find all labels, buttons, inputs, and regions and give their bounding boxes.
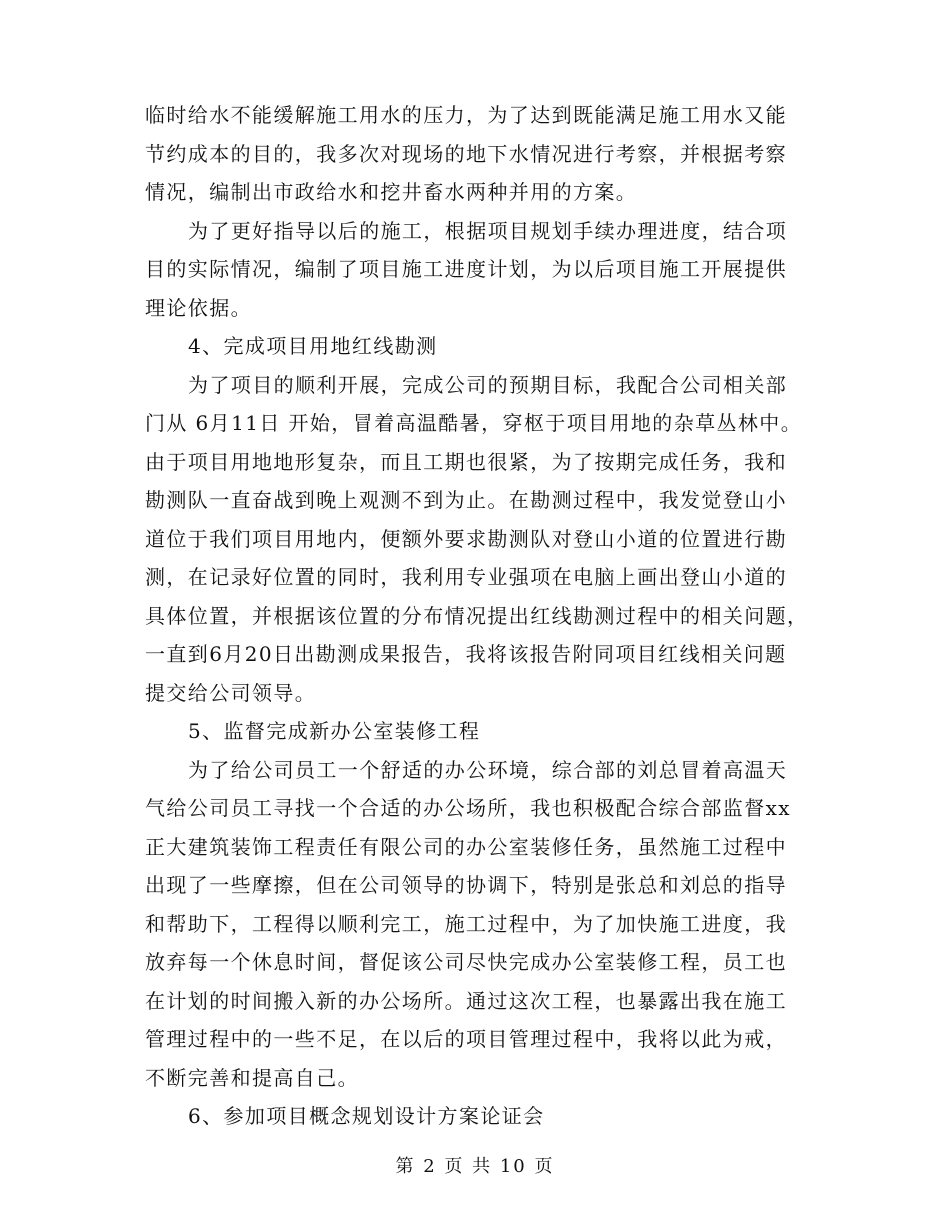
text-line: 具体位置，并根据该位置的分布情况提出红线勘测过程中的相关问题， bbox=[145, 603, 809, 628]
document-body bbox=[145, 96, 810, 1136]
text-line: 测，在记录好位置的同时，我利用专业强项在电脑上画出登山小道的 bbox=[145, 565, 787, 589]
text-line: 节约成本的目的，我多次对现场的地下水情况进行考察，并根据考察 bbox=[145, 141, 787, 166]
text-line: 6、参加项目概念规划设计方案论证会 bbox=[188, 1104, 545, 1128]
text-line: 不断完善和提高自己。 bbox=[145, 1065, 359, 1090]
text-line: 放弃每一个休息时间，督促该公司尽快完成办公室装修工程，员工也 bbox=[145, 950, 787, 974]
text-line: 正大建筑装饰工程责任有限公司的办公室装修任务，虽然施工过程中 bbox=[145, 834, 787, 859]
text-line: 临时给水不能缓解施工用水的压力，为了达到既能满足施工用水又能 bbox=[145, 103, 787, 127]
text-line: 和帮助下，工程得以顺利完工，施工过程中，为了加快施工进度，我 bbox=[145, 911, 787, 936]
text-line: 为了更好指导以后的施工，根据项目规划手续办理进度，结合项 bbox=[188, 218, 788, 243]
text-line: 一直到6月20日出勘测成果报告，我将该报告附同项目红线相关问题 bbox=[145, 642, 787, 666]
text-line: 管理过程中的一些不足，在以后的项目管理过程中，我将以此为戒， bbox=[145, 1027, 787, 1051]
text-line: 勘测队一直奋战到晚上观测不到为止。在勘测过程中，我发觉登山小 bbox=[145, 488, 787, 512]
text-line: 道位于我们项目用地内，便额外要求勘测队对登山小道的位置进行勘 bbox=[145, 526, 787, 551]
text-line: 由于项目用地地形复杂，而且工期也很紧，为了按期完成任务，我和 bbox=[145, 449, 787, 474]
text-line: 理论依据。 bbox=[145, 295, 252, 320]
page-number-footer: 第 2 页 共 10 页 bbox=[395, 1156, 555, 1177]
text-line: 气给公司员工寻找一个合适的办公场所，我也积极配合综合部监督xx bbox=[145, 796, 791, 820]
text-line: 为了项目的顺利开展，完成公司的预期目标，我配合公司相关部 bbox=[188, 372, 788, 397]
text-line: 5、监督完成新办公室装修工程 bbox=[188, 719, 481, 743]
text-line: 为了给公司员工一个舒适的办公环境，综合部的刘总冒着高温天 bbox=[188, 757, 788, 782]
text-line: 提交给公司领导。 bbox=[145, 680, 317, 705]
text-line: 在计划的时间搬入新的办公场所。通过这次工程，也暴露出我在施工 bbox=[145, 988, 787, 1013]
text-line: 情况，编制出市政给水和挖井畜水两种并用的方案。 bbox=[145, 180, 638, 204]
text-line: 门从 6月11日 开始，冒着高温酷暑，穿枢于项目用地的杂草丛林中。 bbox=[145, 411, 803, 435]
text-line: 出现了一些摩擦，但在公司领导的协调下，特别是张总和刘总的指导 bbox=[145, 873, 787, 897]
text-line: 4、完成项目用地红线勘测 bbox=[188, 334, 438, 358]
text-line: 目的实际情况，编制了项目施工进度计划，为以后项目施工开展提供 bbox=[145, 257, 787, 281]
